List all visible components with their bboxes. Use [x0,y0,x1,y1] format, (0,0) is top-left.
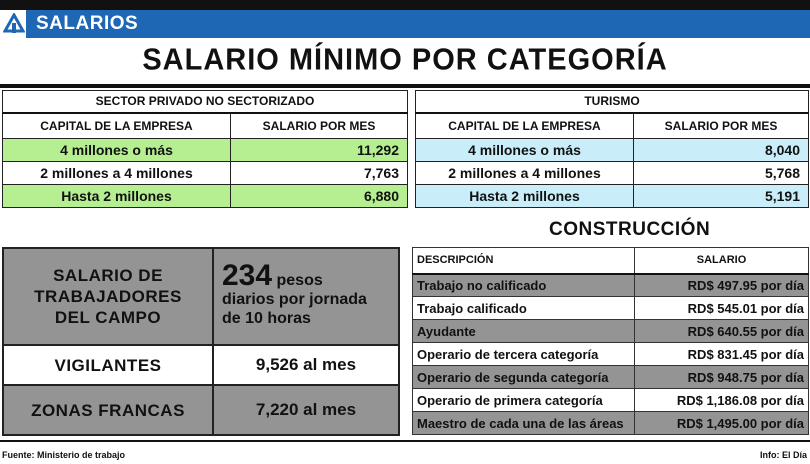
tourism-col-salary: SALARIO POR MES [634,113,809,139]
salary-cell: 7,763 [231,162,408,185]
table-row [3,248,399,345]
private-sector-title: SECTOR PRIVADO NO SECTORIZADO [3,91,408,113]
newspaper-logo-icon [3,13,25,35]
field-workers-label [3,248,213,345]
construction-col-description: DESCRIPCIÓN [413,248,635,274]
capital-cell: 2 millones a 4 millones [3,162,231,185]
description-cell: Maestro de cada una de las áreas [413,412,635,435]
field-workers-detail: de 10 horas [222,309,311,327]
tourism-title: TURISMO [416,91,809,113]
table-row [416,162,809,185]
salary-cell: 11,292 [231,139,408,162]
section-header [0,10,810,38]
tourism-table [415,90,809,208]
construction-table [412,247,809,435]
table-row [413,320,809,343]
salary-cell: RD$ 831.45 por día [635,343,809,366]
field-workers-number: 234 [222,258,273,292]
table-row [416,139,809,162]
table-row [413,366,809,389]
description-cell: Trabajo calificado [413,297,635,320]
salary-cell: 6,880 [231,185,408,208]
top-bar [0,0,810,10]
guards-label: VIGILANTES [3,345,213,385]
capital-cell: Hasta 2 millones [3,185,231,208]
field-workers-label-line: SALARIO DE [53,266,163,285]
free-zones-value: 7,220 al mes [213,385,399,435]
field-workers-detail: diarios por jornada [222,290,367,308]
logo [0,10,28,38]
capital-cell: 2 millones a 4 millones [416,162,634,185]
private-col-capital: CAPITAL DE LA EMPRESA [3,113,231,139]
description-cell: Operario de primera categoría [413,389,635,412]
salary-cell: 5,768 [634,162,809,185]
table-row [3,162,408,185]
table-row [413,343,809,366]
table-row [413,389,809,412]
field-workers-unit: pesos [272,271,323,289]
page-title: SALARIO MÍNIMO POR CATEGORÍA [142,43,668,77]
footer-divider [0,440,810,442]
salary-cell: RD$ 497.95 por día [635,274,809,297]
source-credit: Fuente: Ministerio de trabajo [2,450,126,460]
free-zones-label: ZONAS FRANCAS [3,385,213,435]
guards-value: 9,526 al mes [213,345,399,385]
capital-cell: 4 millones o más [416,139,634,162]
table-row [3,385,399,435]
labor-categories-table [2,247,400,436]
private-col-salary: SALARIO POR MES [231,113,408,139]
construction-col-salary: SALARIO [635,248,809,274]
table-row [413,274,809,297]
title-divider [0,84,810,88]
capital-cell: 4 millones o más [3,139,231,162]
table-row [3,139,408,162]
table-row [3,185,408,208]
field-workers-value [213,248,399,345]
description-cell: Operario de tercera categoría [413,343,635,366]
salary-cell: RD$ 640.55 por día [635,320,809,343]
field-workers-label-line: TRABAJADORES [34,287,182,306]
field-workers-label-line: DEL CAMPO [54,308,162,327]
table-row [416,185,809,208]
salary-cell: RD$ 1,186.08 por día [635,389,809,412]
description-cell: Ayudante [413,320,635,343]
tourism-col-capital: CAPITAL DE LA EMPRESA [416,113,634,139]
salary-cell: 8,040 [634,139,809,162]
table-row [413,297,809,320]
salary-cell: RD$ 545.01 por día [635,297,809,320]
salary-cell: RD$ 1,495.00 por día [635,412,809,435]
header-label: SALARIOS [36,13,139,34]
salary-cell: RD$ 948.75 por día [635,366,809,389]
description-cell: Trabajo no calificado [413,274,635,297]
construction-title: CONSTRUCCIÓN [549,219,711,240]
capital-cell: Hasta 2 millones [416,185,634,208]
private-sector-table [2,90,408,208]
table-row [413,412,809,435]
table-row [3,345,399,385]
description-cell: Operario de segunda categoría [413,366,635,389]
salary-cell: 5,191 [634,185,809,208]
info-credit: Info: El Día [760,450,807,460]
